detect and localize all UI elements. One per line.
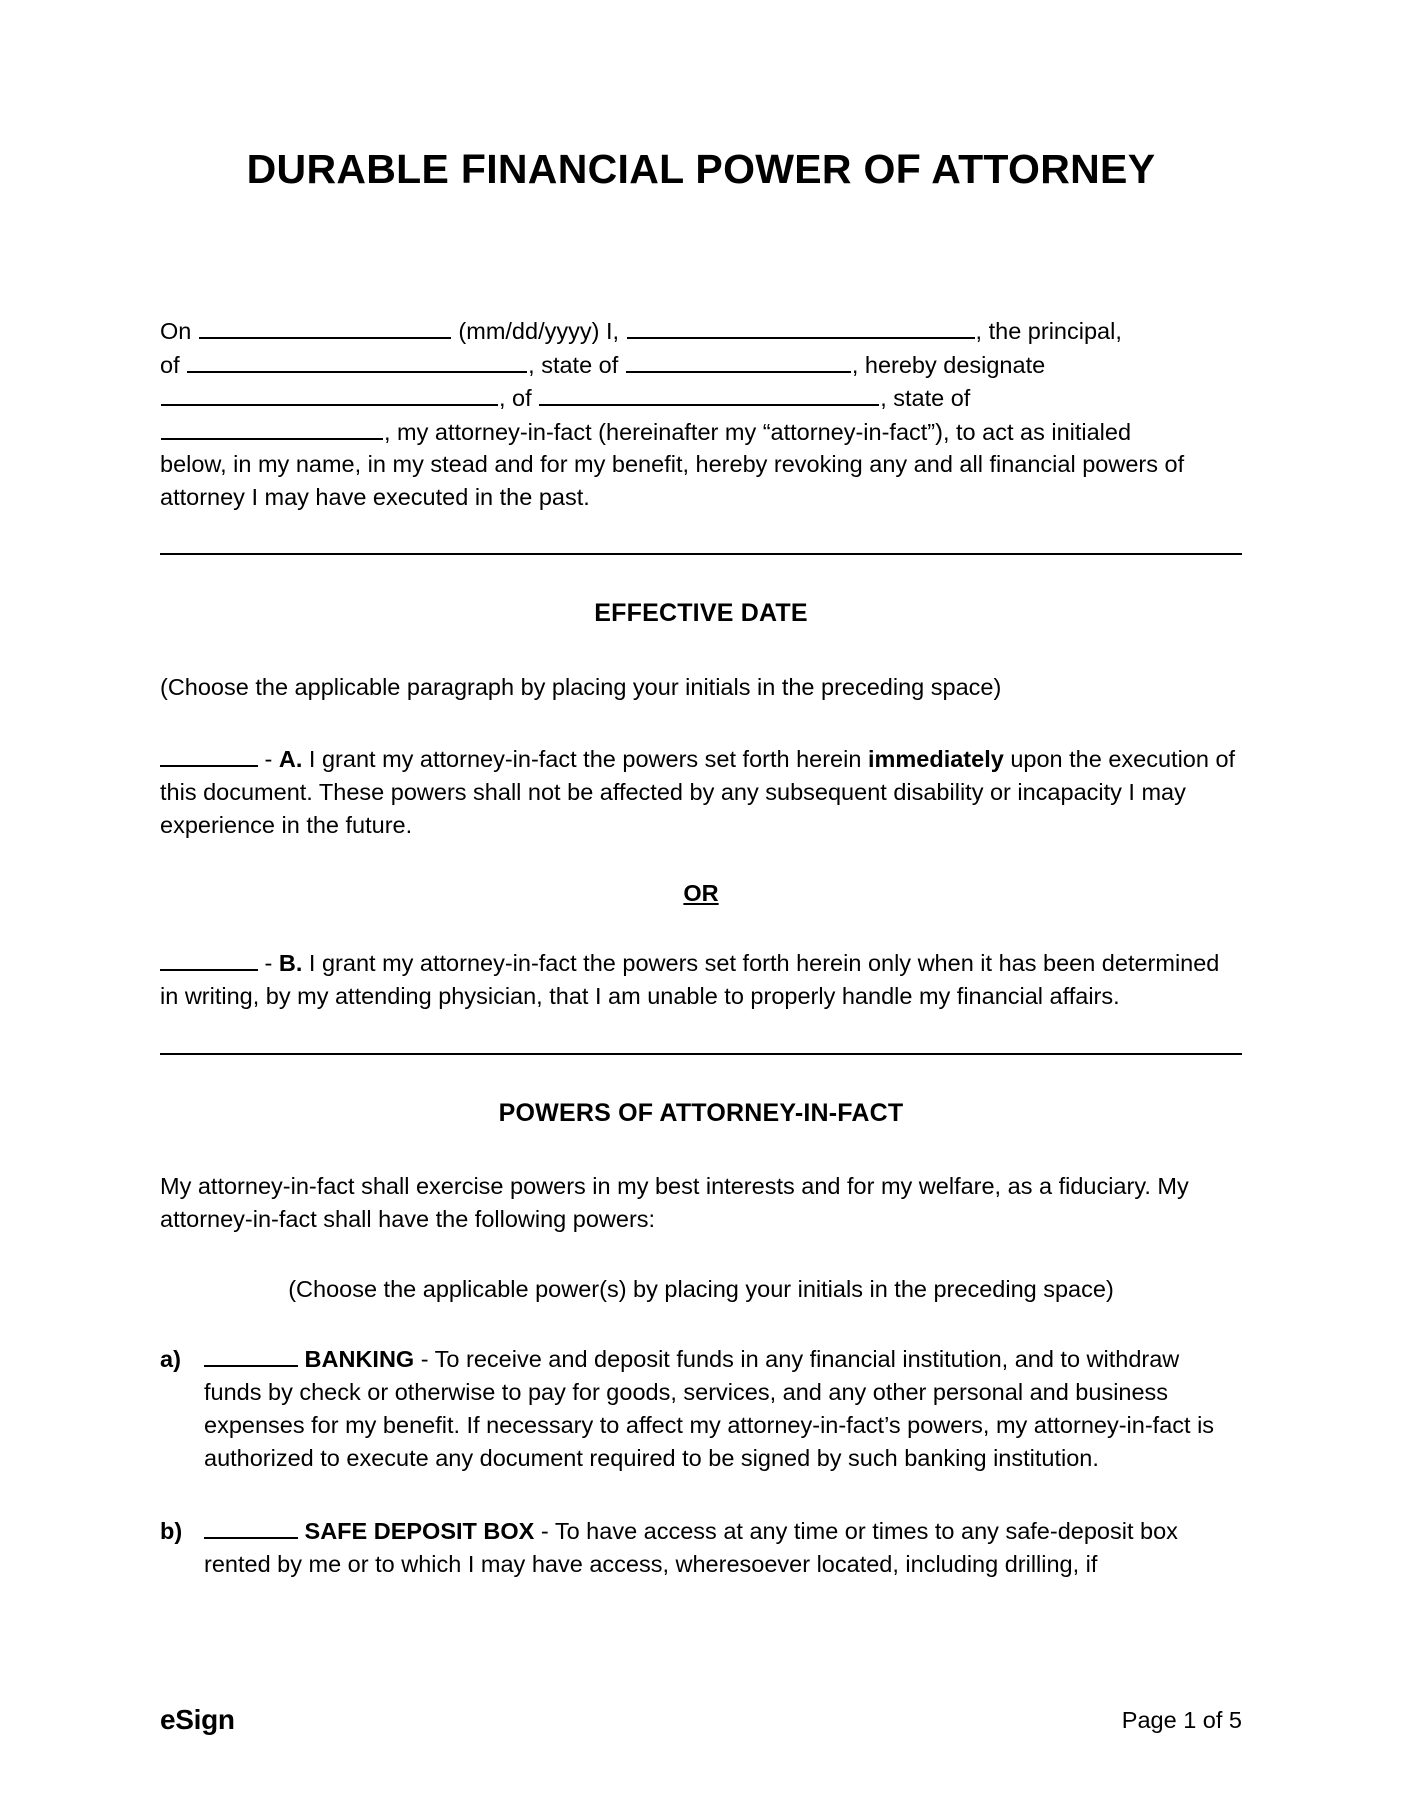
principal-name-blank[interactable] [627,314,975,339]
powers-choose-note: (Choose the applicable power(s) by placing your initials in the preceding space) [288,1276,1114,1303]
power-b-title: SAFE DEPOSIT BOX [304,1518,535,1545]
power-b-dash: - [534,1518,555,1545]
intro-on-label: On [160,318,198,345]
intro-aif-of-label: , of [499,385,539,412]
option-b-initials-blank[interactable] [160,947,258,971]
intro-paragraph [160,314,1242,513]
effective-date-heading: EFFECTIVE DATE [594,599,808,628]
page-footer [160,1704,1242,1736]
option-a-initials-blank[interactable] [160,743,258,767]
principal-state-blank[interactable] [626,348,851,373]
power-item-banking [160,1343,1242,1475]
power-b-initials-blank[interactable] [204,1515,298,1539]
page-number: Page 1 of 5 [1121,1706,1242,1733]
power-a-title: BANKING [304,1346,415,1373]
section-divider-1 [160,553,1242,555]
power-a-text: To receive and deposit funds in any financial institution, and to withdraw funds by check or otherwise to pay for goods, services, and any other personal and business expenses for my benefit. If necessary to affect my attorney-in-fact’s powers, my attorney-in-fact is authorized to execute any document required to be signed by such banking institution. [204,1346,1215,1472]
power-b-text: To have access at any time or times to any safe-deposit box rented by me or to which I may have access, wheresoever located, including drilling, if [204,1518,1178,1578]
intro-aif-state-label: , state of [880,385,971,412]
intro-state-label: , state of [528,351,625,378]
power-item-safe-deposit-box [160,1515,1242,1581]
page-title: DURABLE FINANCIAL POWER OF ATTORNEY [246,146,1156,192]
intro-principal-suffix: , the principal, [975,318,1122,345]
attorney-in-fact-address-blank[interactable] [539,381,879,406]
section-divider-2 [160,1053,1242,1055]
option-a-text-after: upon the execution of this document. These powers shall not be affected by any subsequent disability or incapacity I may experience in the future. [160,746,1236,839]
intro-body-rest: below, in my name, in my stead and for my benefit, hereby revoking any and all financial powers of attorney I may have executed in the past. [160,451,1185,510]
option-b-text: I grant my attorney-in-fact the powers set forth herein only when it has been determined in writing, by my attending physician, that I am unable to properly handle my financial affairs. [160,950,1220,1010]
intro-hereby-designate: , hereby designate [851,351,1046,378]
option-a-letter: A. [278,746,303,773]
power-marker-a: a) [160,1346,181,1373]
power-a-dash: - [414,1346,435,1373]
powers-intro-text: My attorney-in-fact shall exercise powers in my best interests and for my welfare, as a fiduciary. My attorney-in-fact shall have the following powers: [160,1173,1189,1233]
esign-brand-logo: eSign [160,1704,235,1735]
or-divider-label: OR [683,880,719,907]
option-a-emphasis: immediately [867,746,1004,773]
option-b-letter: B. [278,950,303,977]
intro-aif-tail: , my attorney-in-fact (hereinafter my “attorney-in-fact”), to act as initialed [384,418,1132,445]
option-a-text-before: I grant my attorney-in-fact the powers set forth herein [302,746,868,773]
power-a-initials-blank[interactable] [204,1343,298,1367]
option-a-paragraph [160,743,1242,842]
power-body-b [204,1515,1242,1581]
principal-address-blank[interactable] [187,348,527,373]
power-marker-b: b) [160,1518,183,1545]
powers-heading: POWERS OF ATTORNEY-IN-FACT [498,1099,904,1128]
attorney-in-fact-state-blank[interactable] [161,415,383,440]
option-b-paragraph [160,947,1242,1013]
effective-date-choose-note: (Choose the applicable paragraph by placing your initials in the preceding space) [160,674,1002,701]
intro-of-label: of [160,351,187,378]
option-a-dash: - [258,746,279,773]
attorney-in-fact-name-blank[interactable] [161,381,498,406]
intro-date-format: (mm/dd/yyyy) I, [451,318,626,345]
option-b-dash: - [258,950,279,977]
date-blank[interactable] [199,314,451,339]
power-body-a [204,1343,1242,1475]
